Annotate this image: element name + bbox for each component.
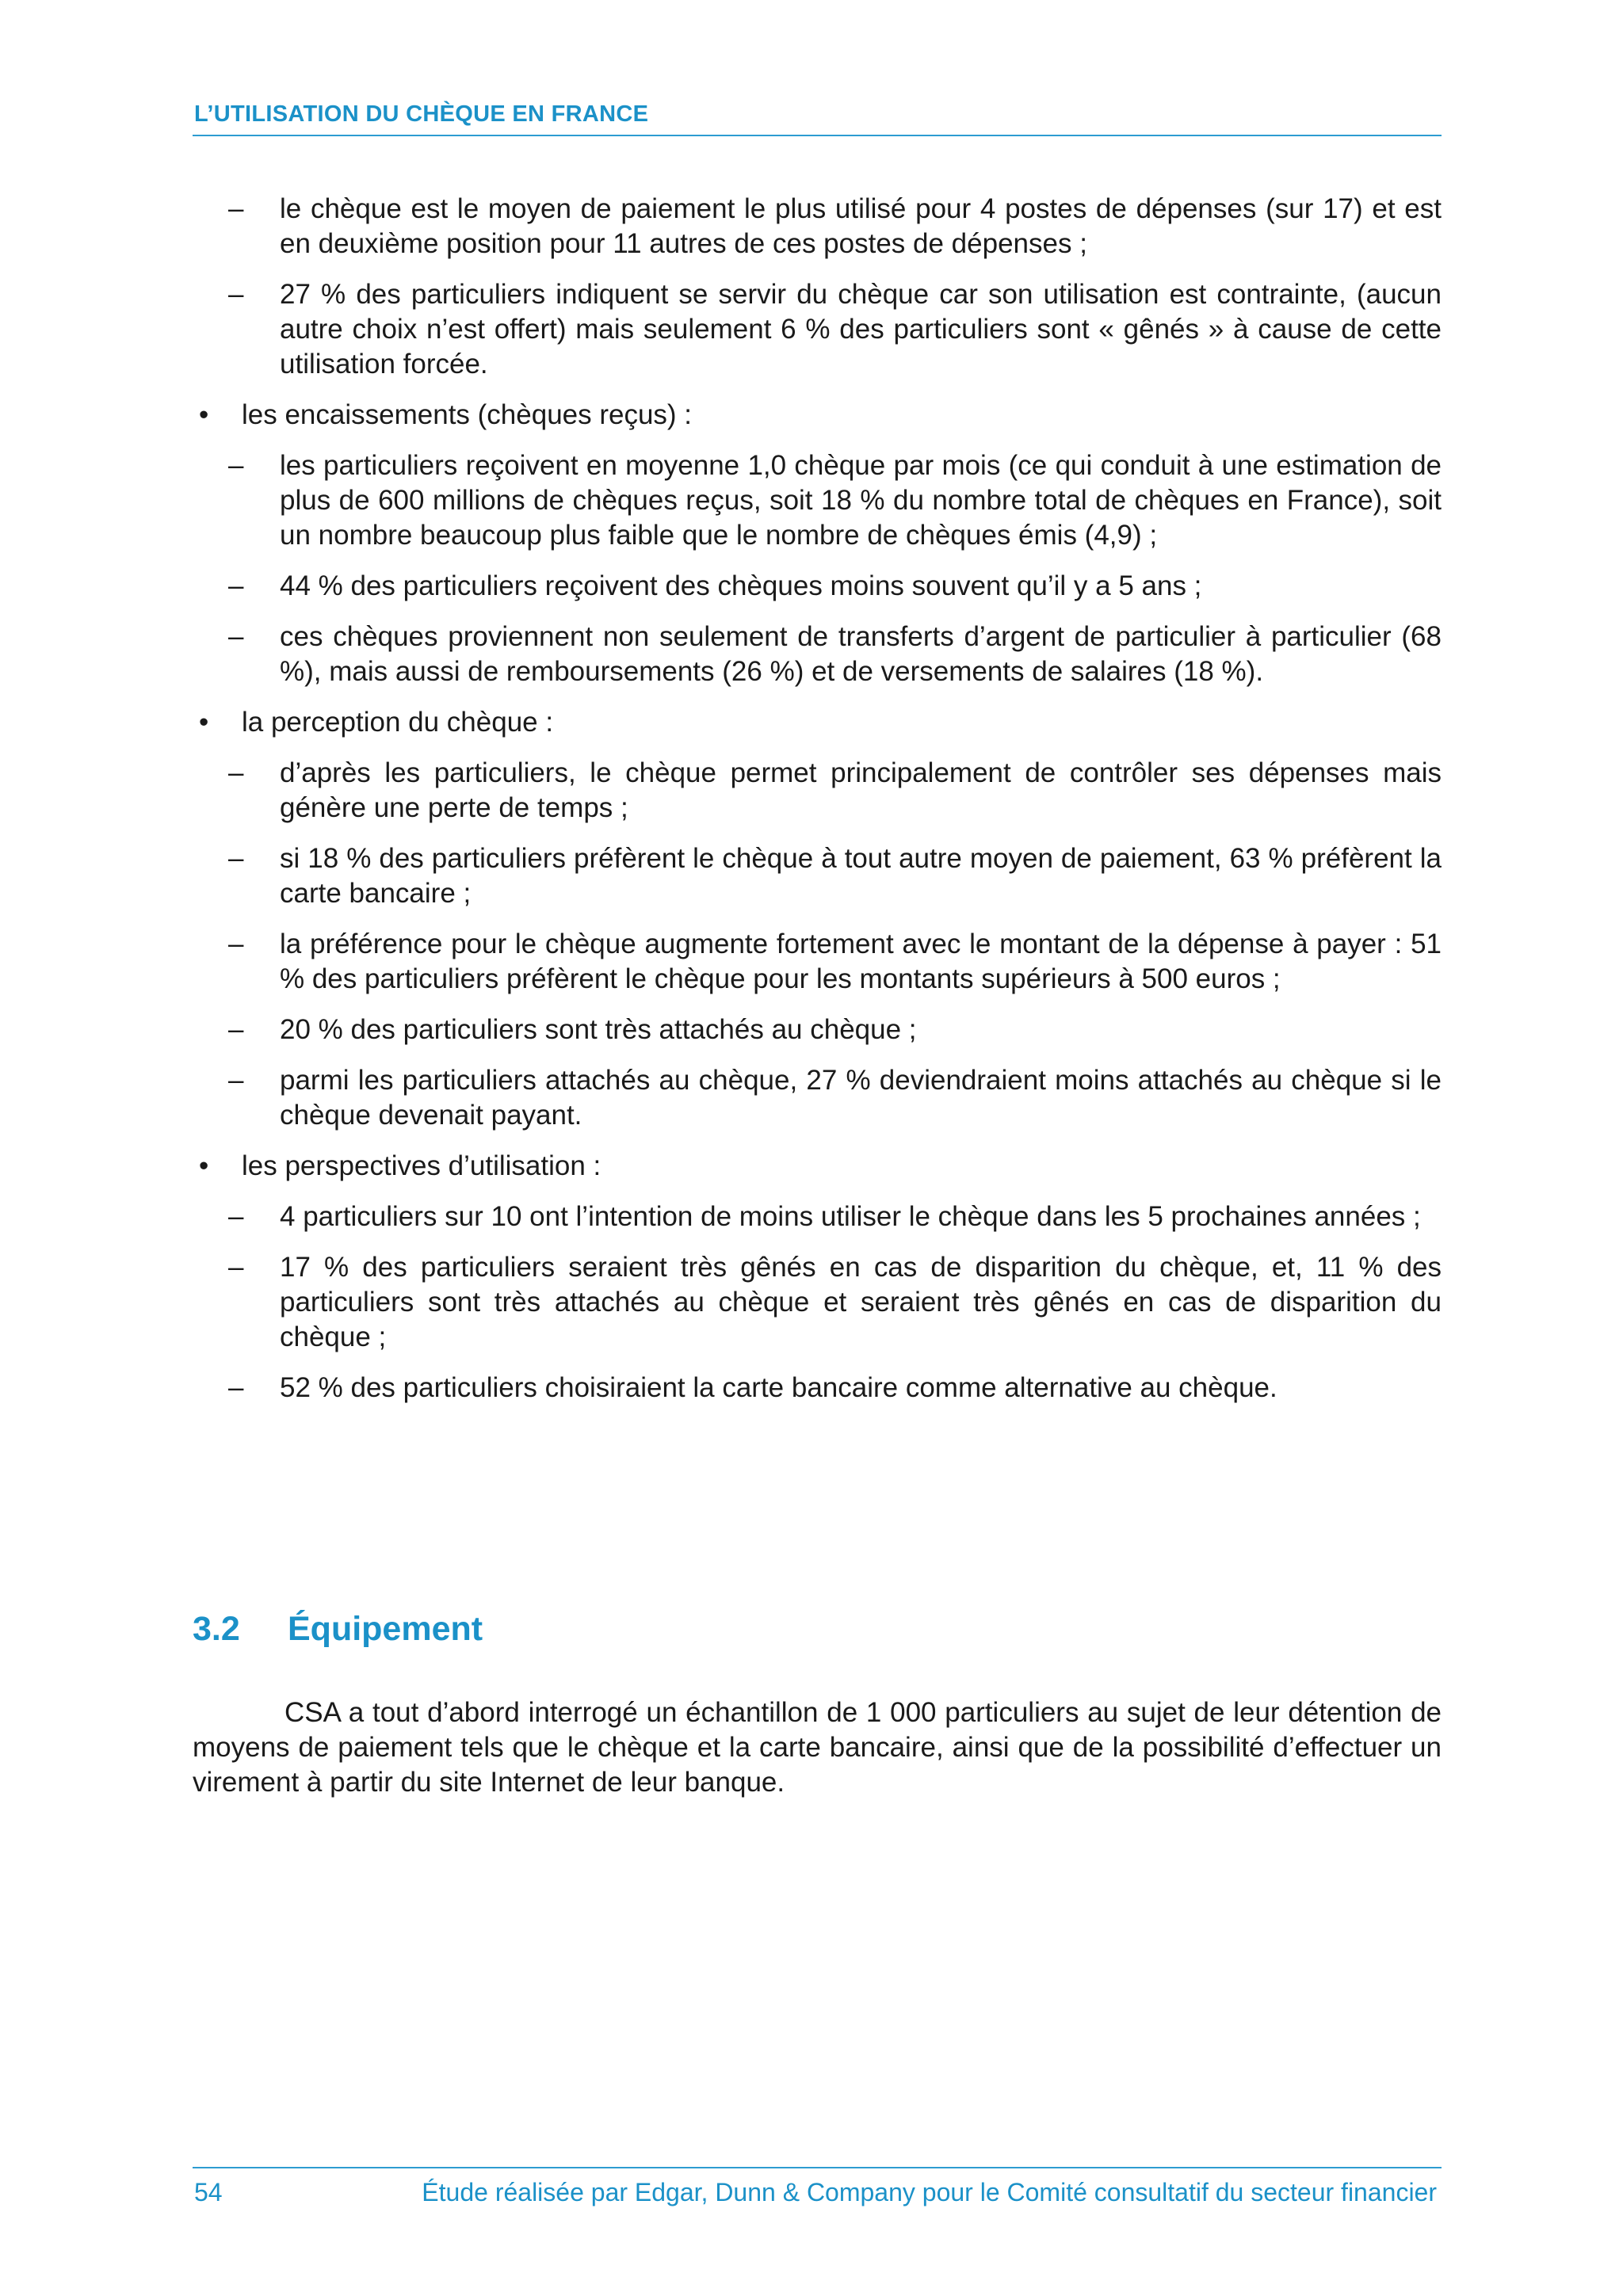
list-item-dash xyxy=(193,927,1442,997)
dash-marker: – xyxy=(228,450,244,481)
section-number: 3.2 xyxy=(193,1610,240,1648)
list-item-text: la préférence pour le chèque augmente fortement avec le montant de la dépense à payer : 51 % des particuliers préfèrent le chèque pour les montants supérieurs à 500 euros ; xyxy=(280,929,1442,994)
list-item-bullet xyxy=(193,1149,1442,1184)
list-item-dash xyxy=(193,1199,1442,1234)
list-item-dash xyxy=(193,1063,1442,1133)
list-item-dash xyxy=(193,620,1442,689)
list-item-dash xyxy=(193,448,1442,553)
list-item-text: les perspectives d’utilisation : xyxy=(242,1150,601,1181)
dash-marker: – xyxy=(228,570,244,601)
list-item-text: 20 % des particuliers sont très attachés au chèque ; xyxy=(280,1014,917,1045)
dash-marker: – xyxy=(228,1252,244,1283)
list-item-text: 27 % des particuliers indiquent se servir du chèque car son utilisation est contrainte, (aucun autre choix n’est offert) mais seulement 6 % des particuliers sont « gênés » à cause de cette utilisation forcée. xyxy=(280,279,1442,379)
page-number: 54 xyxy=(194,2178,223,2206)
list-item-text: 44 % des particuliers reçoivent des chèques moins souvent qu’il y a 5 ans ; xyxy=(280,570,1202,601)
list-item-dash xyxy=(193,1013,1442,1047)
list-item-dash xyxy=(193,277,1442,382)
running-header xyxy=(193,101,1442,136)
list-item-text: d’après les particuliers, le chèque permet principalement de contrôler ses dépenses mais génère une perte de temps ; xyxy=(280,757,1442,823)
dash-marker: – xyxy=(228,1065,244,1096)
dash-marker: – xyxy=(228,193,244,224)
list-item-dash xyxy=(193,756,1442,826)
list-item-text: 52 % des particuliers choisiraient la carte bancaire comme alternative au chèque. xyxy=(280,1372,1277,1403)
section-title: Équipement xyxy=(288,1610,483,1648)
dash-marker: – xyxy=(228,621,244,652)
list-item-dash xyxy=(193,1250,1442,1355)
bullet-marker: • xyxy=(199,399,209,430)
list-item-bullet xyxy=(193,398,1442,433)
list-item-dash xyxy=(193,192,1442,261)
dash-marker: – xyxy=(228,757,244,788)
section-paragraph: CSA a tout d’abord interrogé un échantillon de 1 000 particuliers au sujet de leur détention de moyens de paiement tels que le chèque et la carte bancaire, ainsi que de la possibilité d’effectuer un virement à partir du site Internet de leur banque. xyxy=(193,1697,1442,1798)
bullet-marker: • xyxy=(199,707,209,738)
list-item-text: 4 particuliers sur 10 ont l’intention de moins utiliser le chèque dans les 5 prochaines années ; xyxy=(280,1201,1421,1232)
page-footer xyxy=(193,2167,1442,2216)
list-item-text: les encaissements (chèques reçus) : xyxy=(242,399,693,430)
list-item-text: 17 % des particuliers seraient très gênés en cas de disparition du chèque, et, 11 % des particuliers sont très attachés au chèque et seraient très gênés en cas de disparition du chèque ; xyxy=(280,1252,1442,1352)
dash-marker: – xyxy=(228,929,244,959)
dash-marker: – xyxy=(228,843,244,874)
list-item-text: les particuliers reçoivent en moyenne 1,0 chèque par mois (ce qui conduit à une estimation de plus de 600 millions de chèques reçus, soit 18 % du nombre total de chèques en France), soit un nombre beaucoup plus faible que le nombre de chèques émis (4,9) ; xyxy=(280,450,1442,551)
list-item-text: si 18 % des particuliers préfèrent le chèque à tout autre moyen de paiement, 63 % préfèrent la carte bancaire ; xyxy=(280,843,1442,909)
list-item-text: la perception du chèque : xyxy=(242,707,554,738)
dash-marker: – xyxy=(228,1201,244,1232)
list-item-bullet xyxy=(193,705,1442,740)
list-item-dash xyxy=(193,1371,1442,1405)
dash-marker: – xyxy=(228,1372,244,1403)
footer-credit: Étude réalisée par Edgar, Dunn & Company pour le Comité consultatif du secteur financier xyxy=(422,2178,1437,2206)
body-content xyxy=(193,192,1442,1405)
list-item-text: parmi les particuliers attachés au chèque, 27 % deviendraient moins attachés au chèque si le chèque devenait payant. xyxy=(280,1065,1442,1131)
dash-marker: – xyxy=(228,279,244,310)
section-heading xyxy=(193,1610,483,1649)
header-title: L’UTILISATION DU CHÈQUE EN FRANCE xyxy=(194,101,649,127)
list-item-text: le chèque est le moyen de paiement le plus utilisé pour 4 postes de dépenses (sur 17) et est en deuxième position pour 11 autres de ces postes de dépenses ; xyxy=(280,193,1442,259)
dash-marker: – xyxy=(228,1014,244,1045)
list-item-dash xyxy=(193,569,1442,604)
bullet-marker: • xyxy=(199,1150,209,1181)
list-item-dash xyxy=(193,841,1442,911)
list-item-text: ces chèques proviennent non seulement de transferts d’argent de particulier à particulier (68 %), mais aussi de remboursements (26 %) et de versements de salaires (18 %). xyxy=(280,621,1442,687)
